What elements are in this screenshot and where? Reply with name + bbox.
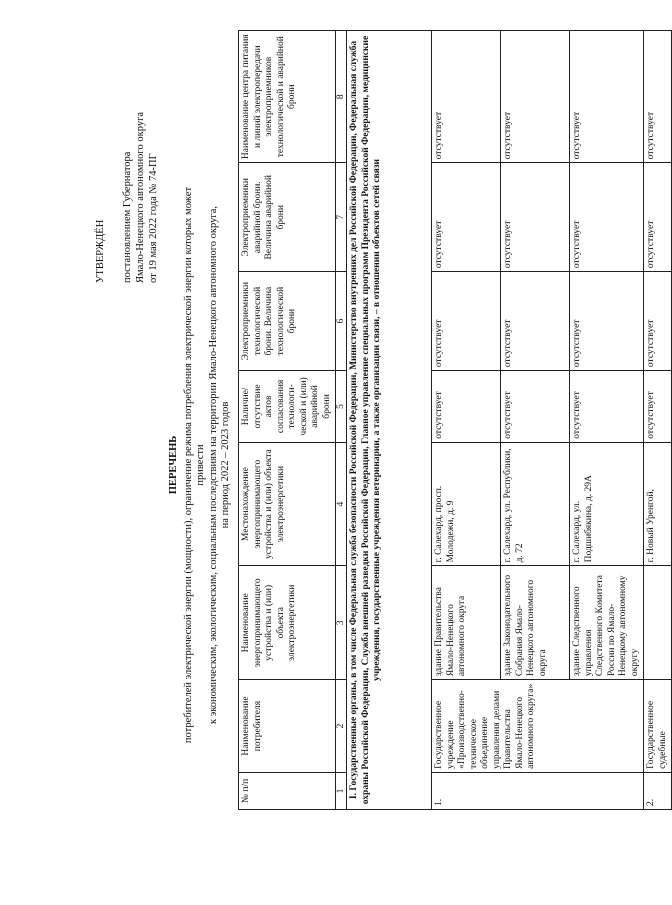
header-cell: Наличие/ отсутствие актов согласования технологи-ческой и (или) аварийной брони (239, 371, 336, 443)
power-center: отсутствует (644, 31, 672, 163)
header-cell: Местонахождение энергопринимающего устройства и (или) объекта электроэнергетики (239, 442, 336, 566)
table-row (644, 31, 672, 810)
header-row (239, 31, 336, 810)
tech-reserve: отсутствует (644, 272, 672, 371)
column-number: 6 (336, 272, 347, 371)
header-cell: № п/п (239, 772, 336, 809)
column-number: 4 (336, 442, 347, 566)
column-number: 3 (336, 566, 347, 680)
device-location: г. Салехард, ул. Республики, д. 72 (501, 442, 570, 566)
device-name: здание Законодательного Собрания Ямало-Ненецкого автономного округа (501, 566, 570, 680)
power-center: отсутствует (570, 31, 644, 163)
tech-reserve: отсутствует (570, 272, 644, 371)
tech-reserve: отсутствует (432, 272, 501, 371)
emergency-reserve: отсутствует (570, 163, 644, 272)
device-location: г. Салехард, просп. Молодежи, д. 9 (432, 442, 501, 566)
acts-status: отсутствует (501, 371, 570, 443)
emergency-reserve: отсутствует (432, 163, 501, 272)
column-number: 2 (336, 680, 347, 773)
header-cell: Электроприемники технологической брони. Величина технологической брони (239, 272, 336, 371)
device-name: здание Правительства Ямало-Ненецкого автономного округа (432, 566, 501, 680)
tech-reserve: отсутствует (501, 272, 570, 371)
document-title (168, 185, 233, 745)
device-location: г. Новый Уренгой, (644, 442, 672, 566)
power-center: отсутствует (501, 31, 570, 163)
title-line-2: к экономическим, экологическим, социальным последствиям на территории Ямало-Ненецкого автономного округа, (207, 206, 219, 724)
approval-stamp (94, 33, 160, 283)
acts-status: отсутствует (644, 371, 672, 443)
row-number: 2. (644, 772, 672, 809)
header-cell: Наименование центра питания и линий электропередачи электроприемников технологической и аварийной брони (239, 31, 336, 163)
section-row (347, 31, 432, 810)
approved-label: УТВЕРЖДЁН (95, 219, 106, 283)
device-name: здание Следственного управления Следственного Комитета России по Ямало-Ненецкому автономному округу (570, 566, 644, 680)
stamp-line-3: от 19 мая 2022 года № 74-ПГ (148, 153, 159, 283)
emergency-reserve: отсутствует (501, 163, 570, 272)
table-row (432, 31, 501, 810)
header-cell: Наименование потребителя (239, 680, 336, 773)
header-cell: Электроприемники аварийной брони. Величина аварийной брони (239, 163, 336, 272)
row-number: 1. (432, 772, 644, 809)
consumer-name: Государственное учреждение «Производственно-техническое объединение управления делами Правительства Ямало-Ненецкого автономного округа» (432, 680, 644, 773)
stamp-line-2: Ямало-Ненецкого автономного округа (135, 111, 146, 283)
device-location: г. Салехард, ул. Подшибякина, д. 29А (570, 442, 644, 566)
column-number: 8 (336, 31, 347, 163)
device-name (644, 566, 672, 680)
header-cell: Наименование энергопринимающего устройства и (или) объекта электроэнергетики (239, 566, 336, 680)
consumers-table (238, 30, 672, 810)
acts-status: отсутствует (570, 371, 644, 443)
column-number: 1 (336, 772, 347, 809)
acts-status: отсутствует (432, 371, 501, 443)
title-heading: ПЕРЕЧЕНЬ (168, 435, 179, 495)
section-title: I. Государственные органы, в том числе Федеральная служба безопасности Российской Федерации, Министерство внутренних дел Российской Федерации, Федеральная служба охраны Российской Федерации, Служба внешней разведки Российской Федерации, Главное управление специальных программ Президента Российской Федерации, медицинские учреждения, государственные учреждения ветеринарии, а также организации связи, – в отношении объектов сетей связи (347, 31, 432, 810)
emergency-reserve: отсутствует (644, 163, 672, 272)
power-center: отсутствует (432, 31, 501, 163)
stamp-line-1: постановлением Губернатора (122, 151, 133, 283)
title-line-3: на период 2022 – 2023 годов (220, 401, 231, 529)
column-numbers-row (336, 31, 347, 810)
consumer-name: Государственное судебные (644, 680, 672, 773)
title-line-1: потребителей электрической энергии (мощности), ограничение режима потребления электрической энергии которых может привести (182, 186, 206, 744)
column-number: 5 (336, 371, 347, 443)
column-number: 7 (336, 163, 347, 272)
